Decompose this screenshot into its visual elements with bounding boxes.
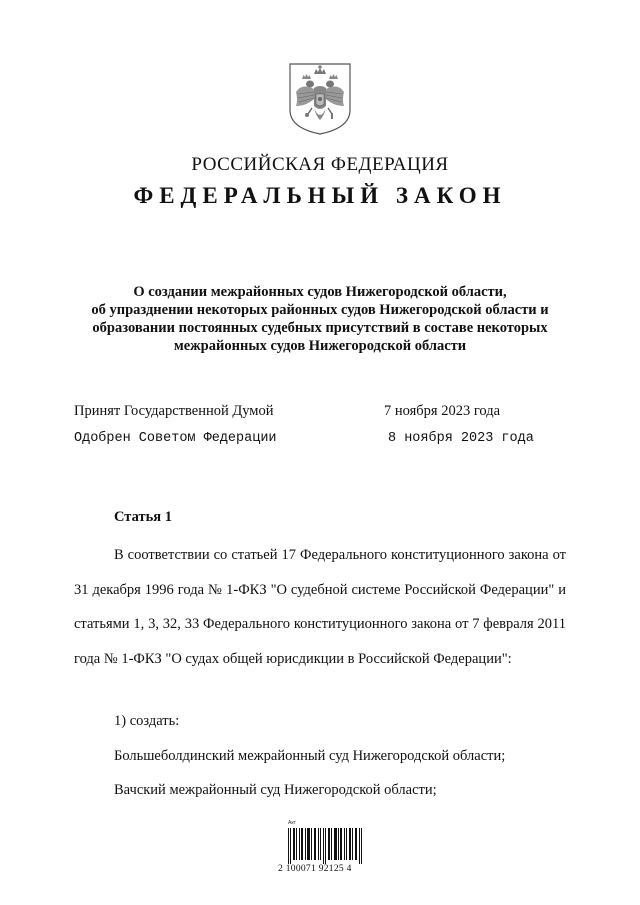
country-name: РОССИЙСКАЯ ФЕДЕРАЦИЯ	[191, 154, 449, 175]
barcode-bars	[288, 828, 364, 864]
law-title	[40, 283, 600, 355]
law-title-line: об упразднении некоторых районных судов Нижегородской области и	[91, 302, 549, 318]
barcode-label: Акт	[288, 820, 296, 826]
coat-of-arms-icon	[288, 62, 352, 136]
article-body	[74, 538, 566, 676]
list-item: 1) создать:	[114, 713, 180, 729]
article-paragraph: В соответствии со статьей 17 Федерального конституционного закона от 31 декабря 1996 года № 1-ФКЗ "О судебной системе Российской Федерации" и статьями 1, 3, 32, 33 Федерального конституционного закона от 7 февраля 2011 года № 1-ФКЗ "О судах общей юрисдикции в Российской Федерации":	[74, 547, 566, 667]
adoption-date: 8 ноября 2023 года	[388, 431, 534, 446]
law-title-line: образовании постоянных судебных присутствий в составе некоторых	[92, 320, 548, 336]
list-item: Большеболдинский межрайонный суд Нижегородской области;	[114, 748, 506, 764]
adoption-date: 7 ноября 2023 года	[384, 403, 501, 419]
document-type: ФЕДЕРАЛЬНЫЙ ЗАКОН	[133, 183, 507, 208]
adoption-label: Одобрен Советом Федерации	[74, 431, 277, 446]
law-title-line: межрайонных судов Нижегородской области	[173, 338, 467, 354]
law-title-line: О создании межрайонных судов Нижегородской области,	[133, 284, 507, 300]
barcode	[276, 820, 376, 878]
article-title: Статья 1	[114, 509, 172, 525]
adoption-label: Принят Государственной Думой	[74, 403, 274, 419]
barcode-number: 2 100071 92125 4	[278, 864, 352, 874]
list-item: Вачский межрайонный суд Нижегородской области;	[114, 782, 437, 798]
